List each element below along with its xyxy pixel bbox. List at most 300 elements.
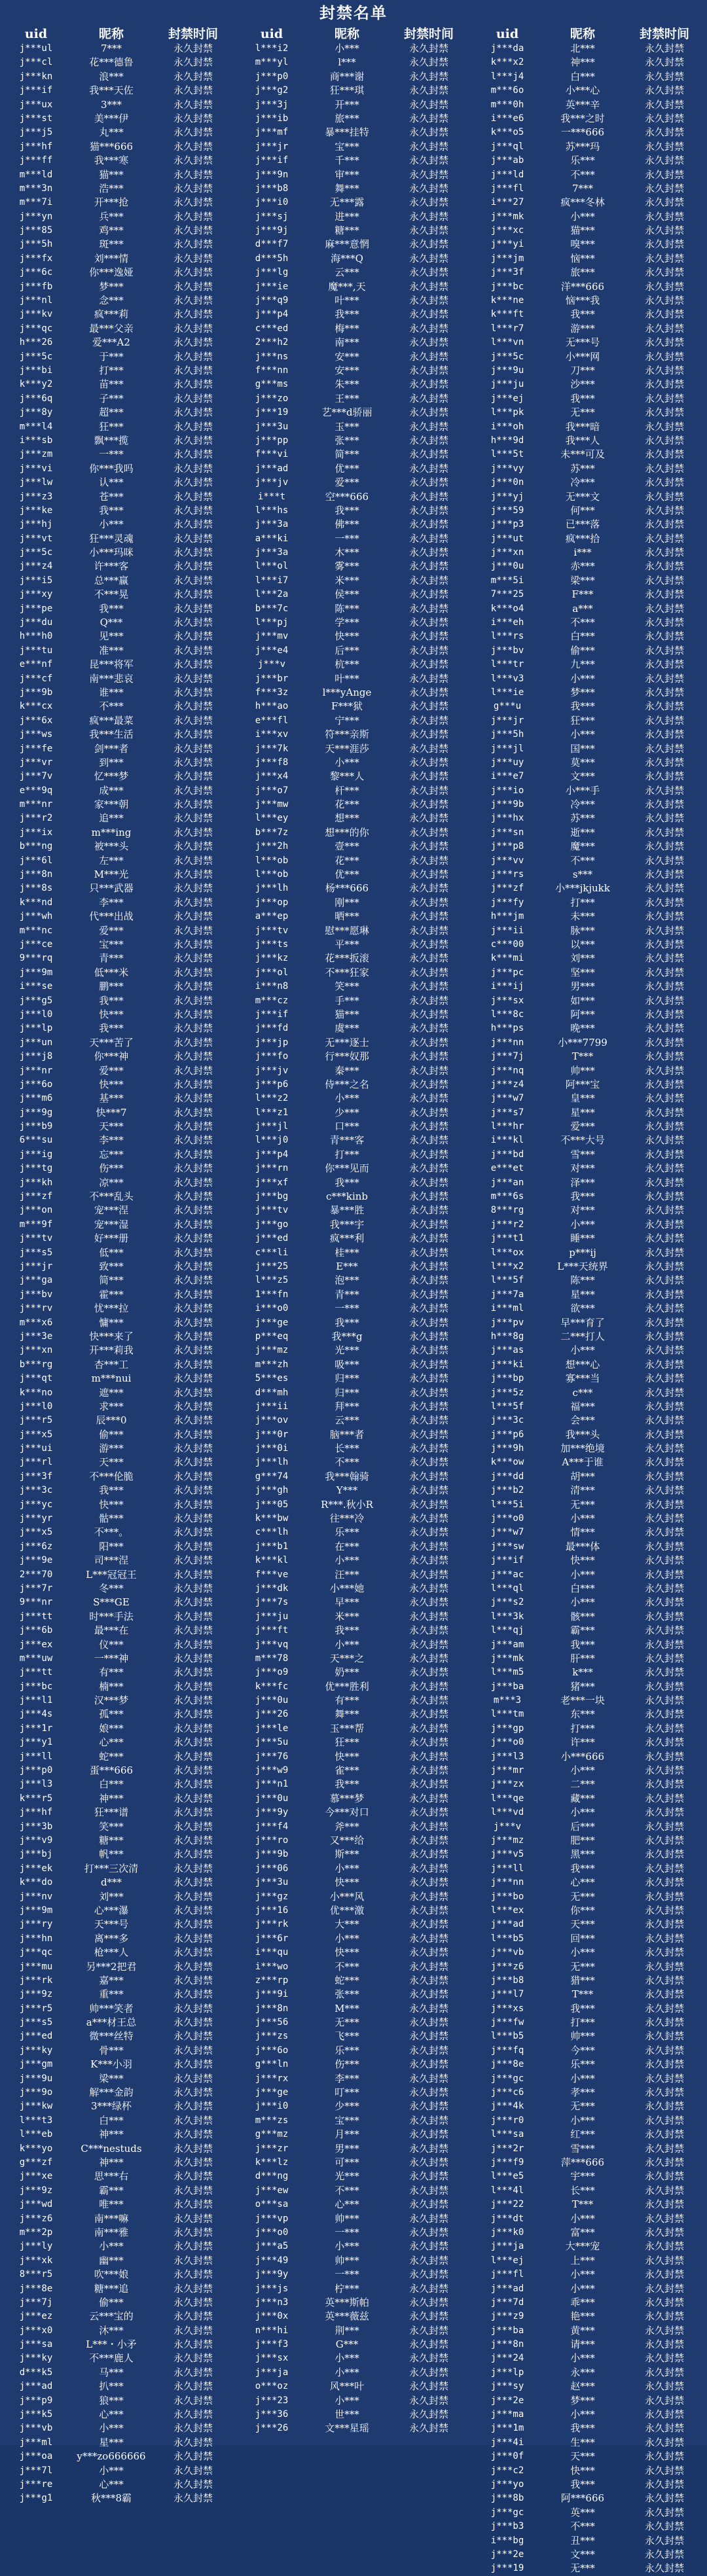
table-row xyxy=(471,1106,707,1120)
user-nickname: 花*** xyxy=(335,854,359,867)
user-nickname: 男*** xyxy=(335,2142,359,2155)
user-uid: j***9b xyxy=(490,799,524,810)
table-row xyxy=(471,2520,707,2533)
ban-duration: 永久封禁 xyxy=(173,1050,213,1063)
table-row xyxy=(471,112,707,126)
user-uid: l***b5 xyxy=(490,2031,524,2042)
user-uid: j***vb xyxy=(490,1947,524,1958)
ban-duration: 永久封禁 xyxy=(644,2324,684,2336)
ban-duration: 永久封禁 xyxy=(173,1414,213,1427)
user-uid: j***7k xyxy=(255,743,289,754)
table-row xyxy=(471,2478,707,2492)
user-nickname: 拜*** xyxy=(335,1400,359,1412)
table-row xyxy=(471,224,707,238)
ban-duration: 永久封禁 xyxy=(408,966,448,978)
ban-duration: 永久封禁 xyxy=(408,742,448,755)
table-row xyxy=(236,504,471,518)
ban-duration: 永久封禁 xyxy=(173,1190,213,1203)
table-row xyxy=(236,322,471,336)
user-uid: l***ox xyxy=(490,1247,524,1258)
table-row xyxy=(0,196,236,209)
ban-duration: 永久封禁 xyxy=(408,420,448,433)
user-nickname: 伤*** xyxy=(335,2058,359,2071)
user-uid: j***0u xyxy=(255,1793,289,1804)
table-row xyxy=(0,1204,236,1217)
user-uid: j***hj xyxy=(19,519,53,530)
user-nickname: d*** xyxy=(100,1876,122,1889)
ban-duration: 永久封禁 xyxy=(644,1288,684,1300)
user-nickname: 小*** xyxy=(335,2366,359,2378)
user-nickname: 我***头 xyxy=(565,1428,600,1440)
user-nickname: 我***暗 xyxy=(565,420,600,433)
table-row xyxy=(0,1120,236,1134)
header-uid: uid xyxy=(496,27,519,41)
user-nickname: 嗅*** xyxy=(570,238,595,251)
ban-duration: 永久封禁 xyxy=(408,1890,448,1903)
user-nickname: 7*** xyxy=(100,43,122,54)
ban-duration: 永久封禁 xyxy=(644,1820,684,1833)
user-nickname: 糖*** xyxy=(99,1834,124,1846)
user-uid: k***bw xyxy=(255,1513,289,1524)
table-row xyxy=(0,1624,236,1637)
table-row xyxy=(236,742,471,756)
ban-duration: 永久封禁 xyxy=(173,1316,213,1329)
user-nickname: 舞*** xyxy=(335,1708,359,1721)
user-uid: j***vi xyxy=(19,463,53,474)
user-nickname: 我*** xyxy=(335,1624,359,1637)
user-uid: j***5c xyxy=(490,351,524,362)
user-nickname: 小*** xyxy=(335,1932,359,1944)
ban-duration: 永久封禁 xyxy=(644,1064,684,1077)
ban-duration: 永久封禁 xyxy=(173,1064,213,1077)
table-row xyxy=(236,1386,471,1400)
table-row xyxy=(471,1302,707,1315)
user-nickname: 小***风 xyxy=(329,1890,365,1903)
user-nickname: 侍***之名 xyxy=(325,1078,369,1090)
user-nickname: m***nui xyxy=(91,1372,132,1385)
ban-duration: 永久封禁 xyxy=(173,742,213,755)
table-row xyxy=(236,1414,471,1427)
user-nickname: 花***扳滚 xyxy=(325,952,369,965)
user-nickname: 小*** xyxy=(570,1218,595,1230)
user-uid: j***p6 xyxy=(255,1079,289,1090)
user-nickname: 柠*** xyxy=(335,2282,359,2295)
user-uid: j***xc xyxy=(490,225,524,236)
ban-duration: 永久封禁 xyxy=(173,574,213,586)
ban-duration: 永久封禁 xyxy=(173,1736,213,1749)
table-row xyxy=(236,1512,471,1526)
table-row xyxy=(236,560,471,573)
user-nickname: 小***jkjukk xyxy=(555,882,610,895)
user-nickname: 神*** xyxy=(99,1792,124,1804)
user-uid: j***3f xyxy=(19,1471,53,1482)
user-uid: j***9m xyxy=(19,1905,53,1916)
user-nickname: 青***客 xyxy=(329,1134,365,1147)
ban-duration: 永久封禁 xyxy=(644,812,684,825)
ban-duration: 永久封禁 xyxy=(644,238,684,251)
user-nickname: p***ij xyxy=(569,1246,596,1259)
user-nickname: 魔*** xyxy=(570,840,595,853)
user-nickname: 英***斯帕 xyxy=(325,2296,369,2308)
table-row xyxy=(0,224,236,238)
ban-duration: 永久封禁 xyxy=(644,2436,684,2448)
user-uid: j***8e xyxy=(490,2059,524,2070)
ban-duration: 永久封禁 xyxy=(173,2184,213,2196)
user-uid: j***3c xyxy=(19,1485,53,1496)
user-nickname: 我*** xyxy=(570,1638,595,1651)
user-nickname: 小*** xyxy=(570,1344,595,1357)
user-nickname: 苏*** xyxy=(570,812,595,825)
user-uid: j***pp xyxy=(255,435,289,446)
ban-duration: 永久封禁 xyxy=(644,2058,684,2071)
ban-duration: 永久封禁 xyxy=(173,714,213,726)
table-row xyxy=(0,1736,236,1749)
table-row xyxy=(0,1680,236,1694)
ban-duration: 永久封禁 xyxy=(173,1568,213,1581)
table-row xyxy=(236,2128,471,2141)
user-nickname: 爱***A2 xyxy=(92,336,130,349)
ban-duration: 永久封禁 xyxy=(644,1890,684,1903)
user-uid: j***mv xyxy=(255,631,289,642)
ban-duration: 永久封禁 xyxy=(408,1120,448,1133)
ban-duration: 永久封禁 xyxy=(408,490,448,503)
user-uid: j***w7 xyxy=(490,1527,524,1538)
table-row xyxy=(0,1386,236,1400)
user-uid: j***lp xyxy=(490,2367,524,2378)
ban-duration: 永久封禁 xyxy=(644,140,684,152)
user-nickname: 云*** xyxy=(335,266,359,279)
header-name: 昵称 xyxy=(98,27,124,41)
user-uid: j***qc xyxy=(19,1947,53,1958)
user-uid: j***5c xyxy=(19,351,53,362)
user-nickname: 天*** xyxy=(99,1456,124,1469)
user-uid: j***2r xyxy=(490,2143,524,2154)
ban-duration: 永久封禁 xyxy=(173,2086,213,2099)
user-nickname: 孝*** xyxy=(570,2086,595,2099)
user-uid: j***22 xyxy=(490,2199,524,2210)
user-nickname: 玉*** xyxy=(335,420,359,433)
table-row xyxy=(236,1260,471,1274)
user-uid: j***5h xyxy=(19,239,53,250)
user-uid: j***ju xyxy=(490,379,524,390)
user-uid: j***ns xyxy=(255,351,289,362)
table-row xyxy=(0,1274,236,1287)
table-row xyxy=(236,2072,471,2086)
table-row xyxy=(471,910,707,923)
table-row xyxy=(471,1078,707,1092)
ban-duration: 永久封禁 xyxy=(644,2506,684,2518)
user-nickname: 一***666 xyxy=(560,126,605,139)
user-nickname: 阳*** xyxy=(99,1540,124,1552)
ban-duration: 永久封禁 xyxy=(644,1358,684,1370)
user-nickname: 荆*** xyxy=(335,2324,359,2336)
user-nickname: 打*** xyxy=(570,896,595,908)
user-uid: j***fe xyxy=(19,743,53,754)
table-row xyxy=(236,2170,471,2183)
user-nickname: 我***天佐 xyxy=(89,84,134,97)
table-row xyxy=(0,126,236,139)
ban-duration: 永久封禁 xyxy=(173,154,213,167)
user-nickname: 李*** xyxy=(99,1134,124,1147)
user-nickname: 大*** xyxy=(335,1918,359,1931)
table-row xyxy=(0,2422,236,2435)
table-row xyxy=(471,2464,707,2478)
user-uid: j***r5 xyxy=(19,1415,53,1426)
user-nickname: 我*** xyxy=(335,1316,359,1329)
user-uid: j***0u xyxy=(490,561,524,572)
ban-duration: 永久封禁 xyxy=(644,2086,684,2099)
user-uid: j***s2 xyxy=(490,1597,524,1608)
user-uid: j***fq xyxy=(490,2045,524,2056)
table-row xyxy=(471,1162,707,1175)
user-nickname: 泡*** xyxy=(335,1274,359,1287)
user-nickname: 宝*** xyxy=(335,2114,359,2126)
table-row xyxy=(236,1190,471,1204)
ban-duration: 永久封禁 xyxy=(173,518,213,531)
user-nickname: 帅*** xyxy=(335,2254,359,2266)
table-row xyxy=(0,504,236,518)
user-nickname: 阿*** xyxy=(570,1008,595,1020)
user-nickname: 小*** xyxy=(570,2268,595,2281)
ban-duration: 永久封禁 xyxy=(173,2114,213,2126)
user-nickname: 小*** xyxy=(335,1554,359,1567)
user-uid: a***ep xyxy=(255,911,289,922)
user-uid: m***3 xyxy=(493,1695,522,1706)
table-row xyxy=(0,2464,236,2478)
ban-duration: 永久封禁 xyxy=(173,812,213,825)
user-nickname: 疯***最菜 xyxy=(89,714,134,726)
table-row xyxy=(236,2380,471,2393)
user-nickname: 天*** xyxy=(570,2450,595,2463)
table-row xyxy=(471,2436,707,2450)
table-row xyxy=(236,630,471,643)
table-row xyxy=(471,1498,707,1512)
user-nickname: 帅***笑者 xyxy=(89,2002,134,2014)
user-uid: l***z2 xyxy=(255,1093,289,1104)
user-nickname: 杏***工 xyxy=(94,1358,129,1370)
table-row xyxy=(0,2002,236,2016)
user-nickname: 我***g xyxy=(331,1330,363,1342)
table-row xyxy=(0,1442,236,1456)
table-row xyxy=(0,1288,236,1302)
user-uid: j***bp xyxy=(490,1373,524,1384)
user-nickname: 许***客 xyxy=(94,560,129,573)
table-row xyxy=(0,434,236,448)
user-nickname: 唯*** xyxy=(99,2198,124,2211)
table-row xyxy=(0,2408,236,2422)
ban-duration: 永久封禁 xyxy=(644,490,684,503)
table-row xyxy=(236,518,471,531)
ban-duration: 永久封禁 xyxy=(173,2058,213,2071)
ban-duration: 永久封禁 xyxy=(644,952,684,965)
ban-duration: 永久封禁 xyxy=(173,2380,213,2393)
user-uid: j***ix xyxy=(19,827,53,838)
user-nickname: 归*** xyxy=(335,1372,359,1385)
table-row xyxy=(471,2240,707,2253)
user-nickname: c*** xyxy=(572,1386,593,1399)
user-nickname: 归*** xyxy=(335,1386,359,1399)
user-nickname: 无*** xyxy=(570,1498,595,1511)
user-uid: j***s7 xyxy=(490,1107,524,1118)
user-nickname: 对*** xyxy=(570,1162,595,1175)
table-row xyxy=(471,1120,707,1134)
ban-duration: 永久封禁 xyxy=(173,1428,213,1440)
table-row xyxy=(236,1582,471,1596)
ban-duration: 永久封禁 xyxy=(173,1400,213,1412)
user-uid: j***05 xyxy=(255,1499,289,1510)
table-row xyxy=(236,2352,471,2365)
table-row xyxy=(0,1176,236,1190)
user-uid: l***eb xyxy=(19,2129,53,2140)
ban-duration: 永久封禁 xyxy=(173,1792,213,1804)
table-row xyxy=(0,2170,236,2183)
ban-duration: 永久封禁 xyxy=(173,1834,213,1846)
ban-duration: 永久封禁 xyxy=(644,2380,684,2393)
table-row xyxy=(236,448,471,461)
ban-duration: 永久封禁 xyxy=(173,994,213,1007)
user-nickname: 千*** xyxy=(335,154,359,167)
user-uid: l***8c xyxy=(490,1009,524,1020)
table-row xyxy=(0,1722,236,1736)
user-uid: j***mw xyxy=(255,799,289,810)
user-nickname: 富*** xyxy=(570,2226,595,2238)
table-row xyxy=(471,1358,707,1372)
table-row xyxy=(471,2142,707,2156)
ban-duration: 永久封禁 xyxy=(173,672,213,685)
ban-duration: 永久封禁 xyxy=(644,350,684,363)
table-row xyxy=(471,476,707,490)
table-row xyxy=(236,2058,471,2071)
user-nickname: 我*** xyxy=(570,392,595,404)
page-title: 封禁名单 xyxy=(319,3,388,22)
ban-duration: 永久封禁 xyxy=(408,2114,448,2126)
ban-duration: 永久封禁 xyxy=(644,280,684,293)
user-uid: j***ge xyxy=(255,1317,289,1328)
user-uid: b***rg xyxy=(19,1359,53,1370)
user-uid: d***k5 xyxy=(19,2367,53,2378)
table-row xyxy=(0,1456,236,1469)
user-uid: j***bg xyxy=(255,1191,289,1202)
ban-duration: 永久封禁 xyxy=(173,70,213,82)
table-row xyxy=(471,504,707,518)
table-row xyxy=(0,742,236,756)
user-uid: j***9j xyxy=(255,225,289,236)
ban-duration: 永久封禁 xyxy=(644,1050,684,1063)
user-uid: j***9o xyxy=(19,2087,53,2098)
table-row xyxy=(471,2002,707,2016)
user-uid: j***5h xyxy=(490,729,524,740)
ban-duration: 永久封禁 xyxy=(173,1218,213,1230)
table-row xyxy=(0,1750,236,1764)
ban-duration: 永久封禁 xyxy=(644,2268,684,2281)
ban-duration: 永久封禁 xyxy=(173,476,213,489)
ban-duration: 永久封禁 xyxy=(408,588,448,601)
user-uid: h***jm xyxy=(490,911,524,922)
table-row xyxy=(236,1246,471,1260)
table-row xyxy=(236,1638,471,1652)
user-uid: j***bj xyxy=(19,1849,53,1860)
user-nickname: 猫*** xyxy=(570,224,595,237)
user-nickname: 慰***愿琳 xyxy=(325,924,369,937)
user-nickname: 大***宠 xyxy=(565,2240,600,2253)
table-row xyxy=(236,1988,471,2001)
user-nickname: S***GE xyxy=(93,1596,130,1609)
user-nickname: 晒*** xyxy=(335,910,359,923)
user-uid: l***x2 xyxy=(490,1261,524,1272)
table-row xyxy=(471,84,707,98)
ban-duration: 永久封禁 xyxy=(644,518,684,531)
user-uid: j***as xyxy=(490,1345,524,1356)
user-uid: j***ab xyxy=(490,155,524,166)
table-row xyxy=(236,882,471,895)
table-row xyxy=(236,1498,471,1512)
ban-duration: 永久封禁 xyxy=(408,140,448,152)
ban-duration: 永久封禁 xyxy=(408,1428,448,1440)
user-nickname: 泽*** xyxy=(570,1176,595,1189)
user-nickname: 脑***者 xyxy=(329,1428,365,1440)
table-row xyxy=(471,1484,707,1497)
user-nickname: 永*** xyxy=(570,2366,595,2378)
ban-duration: 永久封禁 xyxy=(408,924,448,937)
table-row xyxy=(236,546,471,560)
ban-duration: 永久封禁 xyxy=(173,504,213,516)
user-uid: j***zo xyxy=(255,393,289,404)
table-row xyxy=(471,2044,707,2058)
table-row xyxy=(0,574,236,588)
user-nickname: 会*** xyxy=(570,1414,595,1427)
ban-duration: 永久封禁 xyxy=(173,1176,213,1189)
ban-duration: 永久封禁 xyxy=(644,924,684,937)
table-row xyxy=(471,1932,707,1946)
user-nickname: 我*** xyxy=(570,1190,595,1203)
ban-duration: 永久封禁 xyxy=(408,644,448,656)
table-row xyxy=(0,1470,236,1484)
table-row xyxy=(236,616,471,630)
user-nickname: 快*** xyxy=(99,1498,124,1511)
ban-duration: 永久封禁 xyxy=(408,1414,448,1427)
user-uid: j***r2 xyxy=(490,1219,524,1230)
header-uid: uid xyxy=(260,27,283,41)
user-uid: j***tv xyxy=(255,925,289,936)
user-uid: j***ie xyxy=(255,281,289,292)
table-row xyxy=(471,938,707,952)
ban-duration: 永久封禁 xyxy=(173,1694,213,1707)
table-row xyxy=(471,1708,707,1721)
ban-duration: 永久封禁 xyxy=(644,1582,684,1594)
table-row xyxy=(0,1610,236,1624)
user-nickname: 于*** xyxy=(99,350,124,363)
ban-duration: 永久封禁 xyxy=(408,1302,448,1315)
user-nickname: 梁*** xyxy=(99,2072,124,2084)
user-nickname: 寡***当 xyxy=(565,1372,600,1385)
ban-duration: 永久封禁 xyxy=(173,322,213,334)
ban-duration: 永久封禁 xyxy=(173,126,213,139)
ban-duration: 永久封禁 xyxy=(173,1820,213,1833)
user-nickname: 艺***d骄丽 xyxy=(321,406,372,419)
table-row xyxy=(0,2380,236,2393)
user-uid: j***tt xyxy=(19,1667,53,1678)
user-nickname: 张*** xyxy=(335,1988,359,2001)
user-nickname: c***kinb xyxy=(325,1190,369,1203)
table-row xyxy=(236,994,471,1008)
user-uid: j***8n xyxy=(490,2339,524,2350)
table-row xyxy=(0,252,236,266)
ban-duration: 永久封禁 xyxy=(408,2226,448,2238)
user-uid: j***ux xyxy=(19,99,53,110)
user-nickname: 一*** xyxy=(335,2268,359,2281)
ban-duration: 永久封禁 xyxy=(408,2002,448,2014)
user-uid: j***0r xyxy=(255,1429,289,1440)
